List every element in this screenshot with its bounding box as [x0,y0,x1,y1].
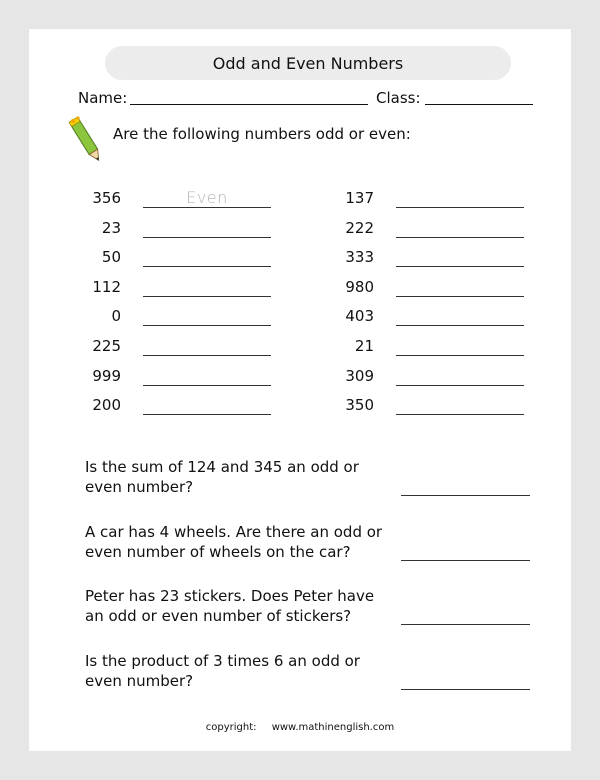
right-number-2: 222 [345,219,374,237]
right-answer-line-5[interactable] [396,325,524,326]
word-problem-4-line-1: Is the product of 3 times 6 an odd or [85,652,360,670]
left-answer-line-2[interactable] [143,237,271,238]
word-problem-2 [85,522,395,562]
left-answer-line-4[interactable] [143,296,271,297]
left-number-3: 50 [101,248,121,266]
word-problem-2-line-2: even number of wheels on the car? [85,543,351,561]
word-problem-3 [85,586,395,626]
left-answer-line-1[interactable] [143,207,271,208]
worksheet-title: Odd and Even Numbers [212,53,404,73]
word-problem-2-answer-line[interactable] [401,560,530,561]
class-field[interactable] [425,104,533,105]
right-number-6: 21 [354,337,374,355]
right-answer-line-6[interactable] [396,355,524,356]
left-number-2: 23 [101,219,121,237]
word-problem-1-line-1: Is the sum of 124 and 345 an odd or [85,458,359,476]
left-answer-line-8[interactable] [143,414,271,415]
copyright-label: copyright: [205,722,257,733]
left-number-8: 200 [92,396,121,414]
word-problem-3-line-1: Peter has 23 stickers. Does Peter have [85,587,375,605]
word-problem-2-line-1: A car has 4 wheels. Are there an odd or [85,523,383,541]
left-answer-line-6[interactable] [143,355,271,356]
right-number-3: 333 [345,248,374,266]
instructions: Are the following numbers odd or even: [113,125,411,143]
word-problem-1-line-2: even number? [85,478,194,496]
right-number-1: 137 [345,189,374,207]
class-label: Class: [376,89,421,107]
left-answer-line-3[interactable] [143,266,271,267]
left-number-5: 0 [111,307,121,325]
right-answer-line-1[interactable] [396,207,524,208]
pencil-icon [64,112,108,168]
name-label: Name: [78,89,128,107]
name-field[interactable] [130,104,368,105]
right-number-8: 350 [345,396,374,414]
word-problem-4 [85,651,395,691]
left-answer-line-5[interactable] [143,325,271,326]
word-problem-3-answer-line[interactable] [401,624,530,625]
left-number-6: 225 [92,337,121,355]
word-problem-4-line-2: even number? [85,672,194,690]
footer [0,722,600,733]
left-number-4: 112 [92,278,121,296]
right-number-7: 309 [345,367,374,385]
left-number-1: 356 [92,189,121,207]
website-link[interactable]: www.mathinenglish.com [271,722,395,733]
left-number-7: 999 [92,367,121,385]
right-number-5: 403 [345,307,374,325]
word-problem-3-line-2: an odd or even number of stickers? [85,607,352,625]
left-answer-line-7[interactable] [143,385,271,386]
right-answer-line-3[interactable] [396,266,524,267]
right-answer-line-7[interactable] [396,385,524,386]
worksheet-title-banner [105,46,511,80]
word-problem-1-answer-line[interactable] [401,495,530,496]
right-number-4: 980 [345,278,374,296]
right-answer-line-4[interactable] [396,296,524,297]
right-answer-line-8[interactable] [396,414,524,415]
word-problem-4-answer-line[interactable] [401,689,530,690]
example-answer: Even [186,188,228,207]
word-problem-1 [85,457,395,497]
right-answer-line-2[interactable] [396,237,524,238]
